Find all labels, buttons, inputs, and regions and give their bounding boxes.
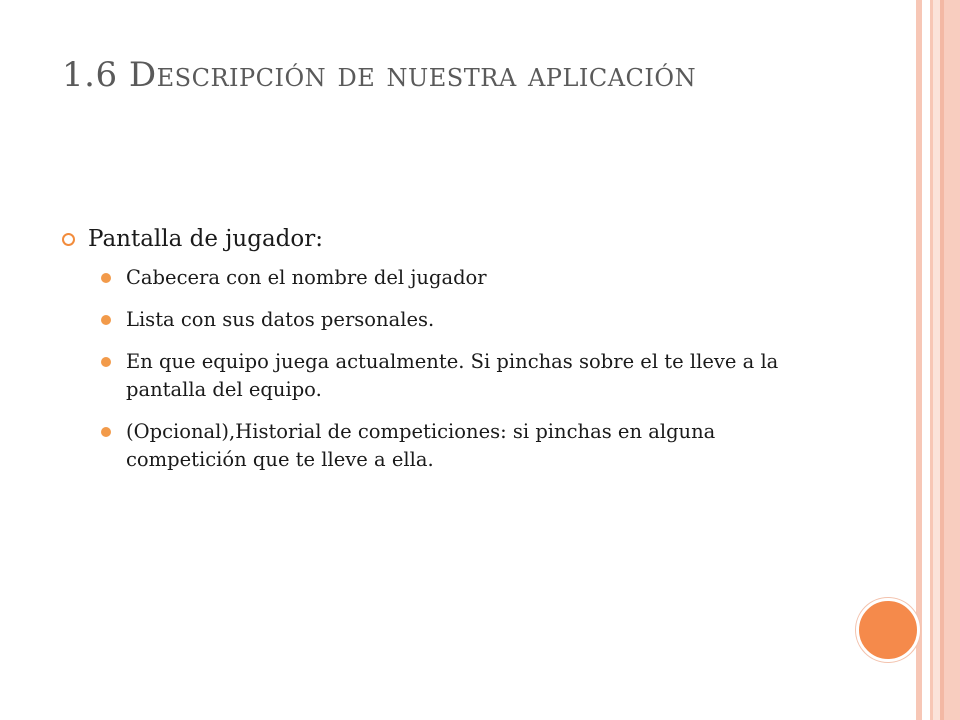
dot-bullet-icon [101, 357, 111, 367]
main-bullet-text: Pantalla de jugador: [88, 226, 323, 252]
ring-bullet-icon [62, 233, 75, 246]
sub-bullet-text: Cabecera con el nombre del jugador [126, 266, 487, 289]
slide-content [62, 222, 832, 488]
sub-bullet-item [62, 306, 832, 334]
sub-bullet-item [62, 418, 832, 474]
decorative-circle [856, 598, 920, 662]
sub-bullet-list [62, 264, 832, 474]
decorative-stripe [922, 0, 930, 720]
slide-title: 1.6 Descripción de nuestra aplicación [62, 55, 697, 95]
dot-bullet-icon [101, 427, 111, 437]
decorative-stripe [933, 0, 940, 720]
sub-bullet-text: Lista con sus datos personales. [126, 308, 435, 331]
decorative-stripe [944, 0, 960, 720]
sub-bullet-text: (Opcional),Historial de competiciones: si pinchas en alguna competición que te lleve a ella. [126, 420, 716, 471]
sub-bullet-item [62, 348, 832, 404]
sub-bullet-text: En que equipo juega actualmente. Si pinchas sobre el te lleve a la pantalla del equipo. [126, 350, 779, 401]
dot-bullet-icon [101, 315, 111, 325]
main-bullet-point [62, 222, 832, 256]
dot-bullet-icon [101, 273, 111, 283]
sub-bullet-item [62, 264, 832, 292]
